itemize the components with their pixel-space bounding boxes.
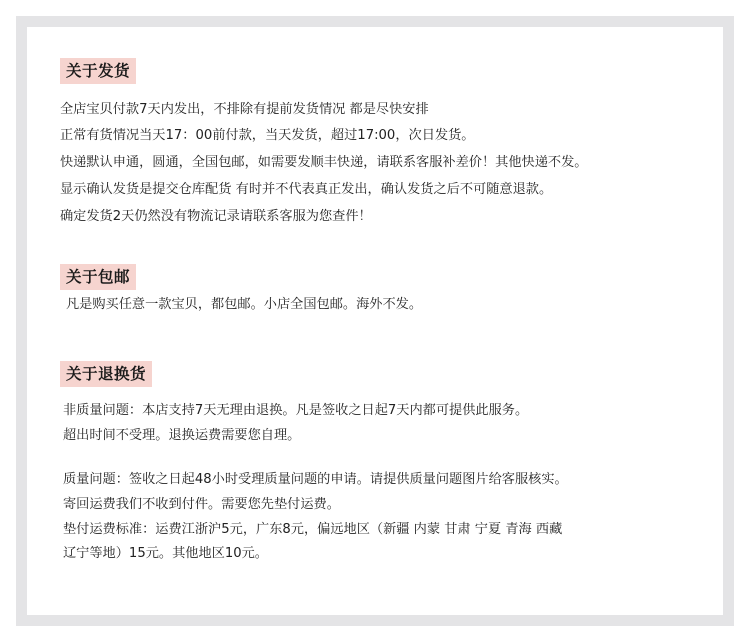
shipping-line-2: 正常有货情况当天17：00前付款，当天发货，超过17:00，次日发货。	[60, 128, 475, 143]
shipping-line-4: 显示确认发货是提交仓库配货 有时并不代表真正发出，确认发货之后不可随意退款。	[60, 182, 553, 197]
shipping-section-title: 关于发货	[60, 58, 136, 84]
free-shipping-line-1: 凡是购买任意一款宝贝，都包邮。小店全国包邮。海外不发。	[66, 297, 423, 312]
returns-line-5: 垫付运费标准：运费江浙沪5元，广东8元，偏远地区（新疆 内蒙 甘肃 宁夏 青海 西藏	[63, 522, 563, 537]
returns-line-2: 超出时间不受理。退换运费需要您自理。	[63, 428, 301, 443]
free-shipping-section-title: 关于包邮	[60, 264, 136, 290]
shipping-line-5: 确定发货2天仍然没有物流记录请联系客服为您查件！	[60, 209, 372, 224]
returns-line-4: 寄回运费我们不收到付件。需要您先垫付运费。	[63, 497, 340, 512]
returns-line-6: 辽宁等地）15元。其他地区10元。	[63, 546, 268, 561]
returns-line-3: 质量问题：签收之日起48小时受理质量问题的申请。请提供质量问题图片给客服核实。	[63, 472, 568, 487]
returns-line-1: 非质量问题：本店支持7天无理由退换。凡是签收之日起7天内都可提供此服务。	[63, 403, 529, 418]
returns-section-title: 关于退换货	[60, 361, 152, 387]
shipping-line-3: 快递默认申通，圆通，全国包邮，如需要发顺丰快递，请联系客服补差价！其他快递不发。	[60, 155, 588, 170]
shipping-line-1: 全店宝贝付款7天内发出，不排除有提前发货情况 都是尽快安排	[60, 102, 429, 117]
